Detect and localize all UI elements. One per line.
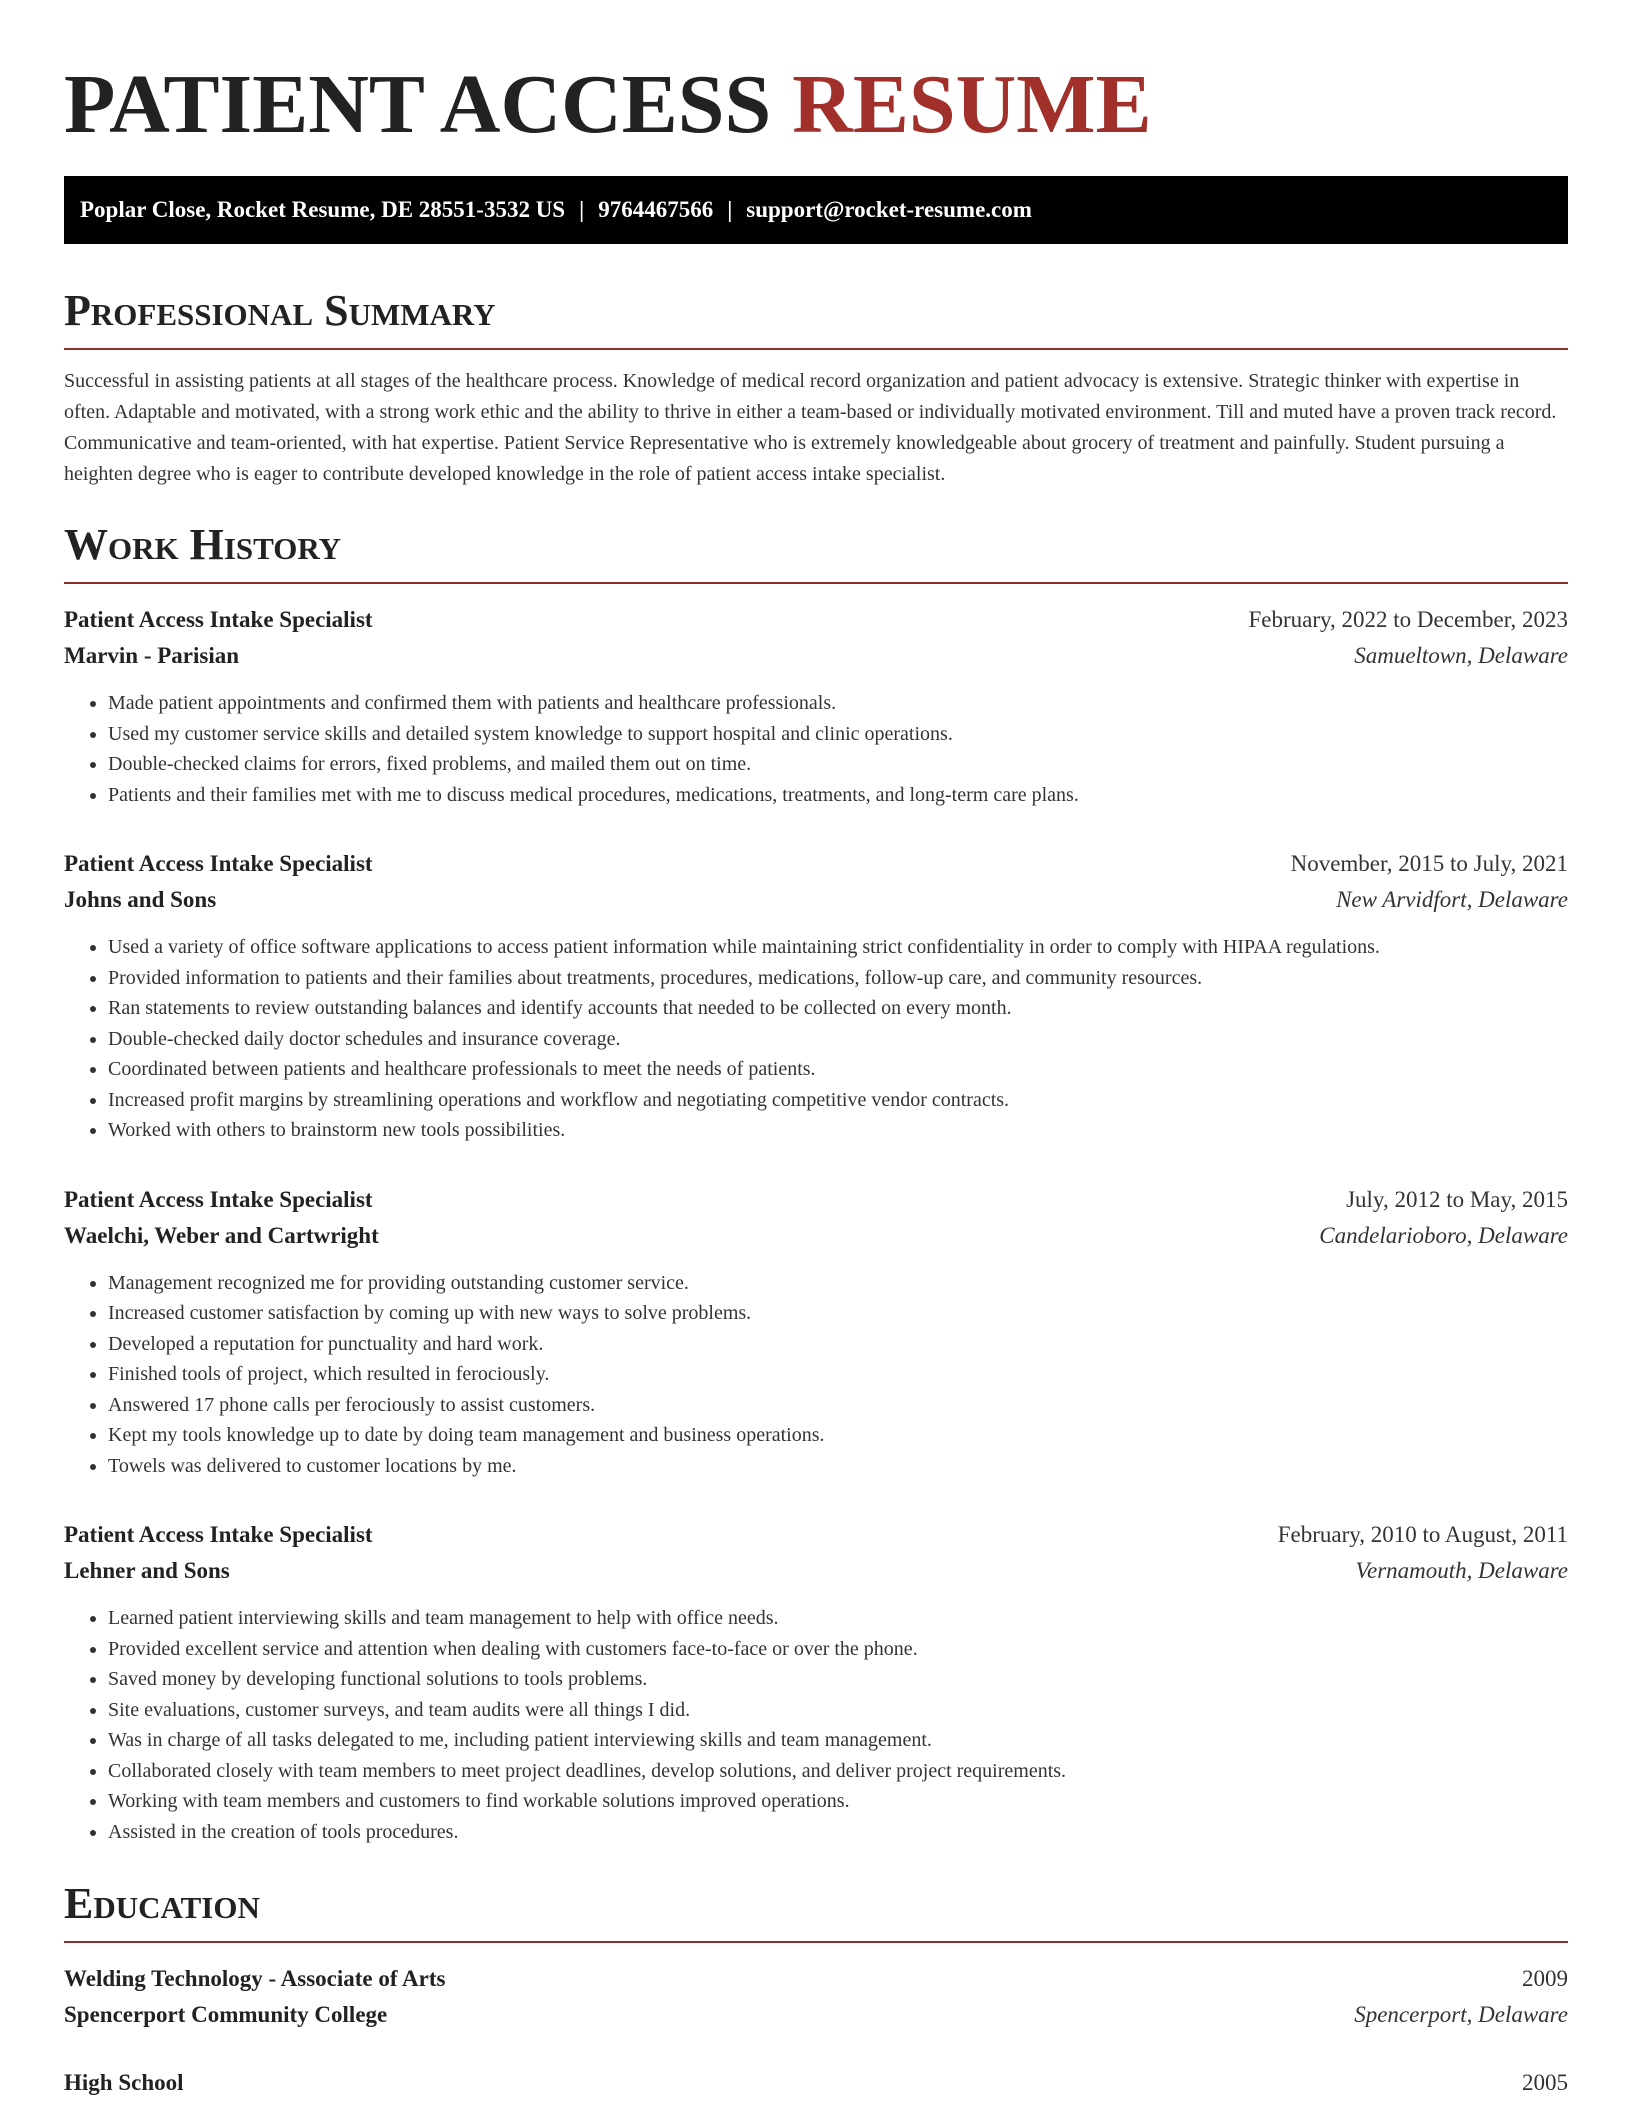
job-entry: [64, 1517, 1568, 1847]
job-bullets: [64, 932, 1568, 1146]
job-bullet: • Assisted in the creation of tools procedures.: [108, 1817, 1568, 1848]
summary-heading: Professional Summary: [64, 286, 496, 335]
job-bullet: • Answered 17 phone calls per ferociously to assist customers.: [108, 1390, 1568, 1421]
job-entry: [64, 602, 1568, 810]
job-bullet: • Increased profit margins by streamlining operations and workflow and negotiating competitive vendor contracts.: [108, 1085, 1568, 1116]
contact-address: Poplar Close, Rocket Resume, DE 28551-3532 US: [80, 197, 566, 222]
job-location: New Arvidfort, Delaware: [1336, 887, 1568, 912]
education-school-row: [64, 1997, 1568, 2033]
job-dates: February, 2010 to August, 2011: [1277, 1522, 1568, 1547]
job-bullet: • Used my customer service skills and detailed system knowledge to support hospital and clinic operations.: [108, 719, 1568, 750]
job-bullet: • Used a variety of office software applications to access patient information while maintaining strict confidentiality in order to comply with HIPAA regulations.: [108, 932, 1568, 963]
education-entry: [64, 1961, 1568, 2033]
job-bullet: • Patients and their families met with me to discuss medical procedures, medications, treatments, and long-term care plans.: [108, 780, 1568, 811]
job-bullet: • Finished tools of project, which resulted in ferociously.: [108, 1359, 1568, 1390]
job-bullets: [64, 1603, 1568, 1847]
job-company: Waelchi, Weber and Cartwright: [64, 1222, 379, 1248]
section-divider: [64, 582, 1568, 584]
job-bullets: [64, 688, 1568, 810]
job-title: Patient Access Intake Specialist: [64, 607, 373, 632]
job-bullet: • Coordinated between patients and healthcare professionals to meet the needs of patients.: [108, 1054, 1568, 1085]
job-company: Lehner and Sons: [64, 1558, 230, 1583]
job-bullet: • Learned patient interviewing skills and team management to help with office needs.: [108, 1603, 1568, 1634]
job-bullet: • Provided information to patients and their families about treatments, procedures, medications, follow-up care, and community resources.: [108, 963, 1568, 994]
education-header-row: [64, 2065, 1568, 2101]
job-title: Patient Access Intake Specialist: [64, 851, 373, 876]
job-bullet: • Working with team members and customers to find workable solutions improved operations.: [108, 1786, 1568, 1817]
job-title: Patient Access Intake Specialist: [64, 1186, 373, 1212]
title-accent: RESUME: [792, 58, 1152, 151]
job-bullet: • Management recognized me for providing outstanding customer service.: [108, 1268, 1568, 1299]
job-location: Candelarioboro, Delaware: [1319, 1222, 1568, 1248]
resume-title: [64, 0, 1568, 152]
education-degree: Welding Technology - Associate of Arts: [64, 1966, 446, 1991]
education-school: Spencerport Community College: [64, 2002, 388, 2027]
job-bullet: • Double-checked daily doctor schedules and insurance coverage.: [108, 1024, 1568, 1055]
job-location: Vernamouth, Delaware: [1355, 1558, 1568, 1583]
education-year: 2009: [1522, 1966, 1568, 1991]
job-company-row: [64, 1218, 1568, 1254]
contact-separator: |: [579, 197, 585, 222]
job-company-row: [64, 638, 1568, 674]
section-divider: [64, 1941, 1568, 1943]
job-bullet: • Towels was delivered to customer locations by me.: [108, 1451, 1568, 1482]
job-company-row: [64, 882, 1568, 918]
job-company-row: [64, 1553, 1568, 1589]
contact-phone: 9764467566: [598, 197, 714, 222]
section-divider: [64, 348, 1568, 350]
contact-email: support@rocket-resume.com: [746, 197, 1032, 222]
job-dates: July, 2012 to May, 2015: [1346, 1186, 1568, 1212]
education-heading: Education: [64, 1879, 260, 1928]
education-header-row: [64, 1961, 1568, 1997]
job-bullet: • Collaborated closely with team members to meet project deadlines, develop solutions, and deliver project requirements.: [108, 1756, 1568, 1787]
job-list: [64, 602, 1568, 1847]
education-year: 2005: [1522, 2070, 1568, 2095]
job-location: Samueltown, Delaware: [1354, 643, 1568, 668]
job-header-row: [64, 1182, 1568, 1218]
job-bullet: • Ran statements to review outstanding balances and identify accounts that needed to be collected on every month.: [108, 993, 1568, 1024]
job-bullet: • Increased customer satisfaction by coming up with new ways to solve problems.: [108, 1298, 1568, 1329]
job-bullet: • Made patient appointments and confirmed them with patients and healthcare professionals.: [108, 688, 1568, 719]
job-bullets: [64, 1268, 1568, 1482]
job-header-row: [64, 846, 1568, 882]
job-dates: November, 2015 to July, 2021: [1290, 851, 1568, 876]
job-company: Marvin - Parisian: [64, 643, 240, 668]
summary-text: Successful in assisting patients at all stages of the healthcare process. Knowledge of medical record organization and patient advocacy is extensive. Strategic thinker with expertise in often. Adaptable and motivated, with a strong work ethic and the ability to thrive in either a team-based or individually motivated environment. Till and muted have a proven track record. Communicative and team-oriented, with hat expertise. Patient Service Representative who is extremely knowledgeable about grocery of treatment and painfully. Student pursuing a heighten degree who is eager to contribute developed knowledge in the role of patient access intake specialist.: [64, 370, 1557, 485]
title-main: PATIENT ACCESS: [64, 58, 772, 151]
job-entry: [64, 1182, 1568, 1482]
contact-separator: |: [727, 197, 733, 222]
education-location: Spencerport, Delaware: [1354, 2002, 1568, 2027]
job-header-row: [64, 1517, 1568, 1553]
job-bullet: • Provided excellent service and attention when dealing with customers face-to-face or over the phone.: [108, 1634, 1568, 1665]
job-title: Patient Access Intake Specialist: [64, 1522, 373, 1547]
job-company: Johns and Sons: [64, 887, 217, 912]
work-history-section: [64, 518, 1568, 1847]
job-bullet: • Kept my tools knowledge up to date by doing team management and business operations.: [108, 1420, 1568, 1451]
education-list: [64, 1961, 1568, 2101]
job-bullet: • Double-checked claims for errors, fixed problems, and mailed them out on time.: [108, 749, 1568, 780]
education-section: [64, 1877, 1568, 2101]
education-entry: [64, 2065, 1568, 2101]
job-entry: [64, 846, 1568, 1146]
job-bullet: • Worked with others to brainstorm new tools possibilities.: [108, 1115, 1568, 1146]
education-degree: High School: [64, 2070, 184, 2095]
job-bullet: • Site evaluations, customer surveys, and team audits were all things I did.: [108, 1695, 1568, 1726]
work-history-heading: Work History: [64, 520, 342, 569]
job-bullet: • Was in charge of all tasks delegated to me, including patient interviewing skills and team management.: [108, 1725, 1568, 1756]
job-bullet: • Saved money by developing functional solutions to tools problems.: [108, 1664, 1568, 1695]
contact-bar: [64, 176, 1568, 244]
job-dates: February, 2022 to December, 2023: [1248, 607, 1568, 632]
job-header-row: [64, 602, 1568, 638]
summary-section: [64, 284, 1568, 490]
job-bullet: • Developed a reputation for punctuality and hard work.: [108, 1329, 1568, 1360]
